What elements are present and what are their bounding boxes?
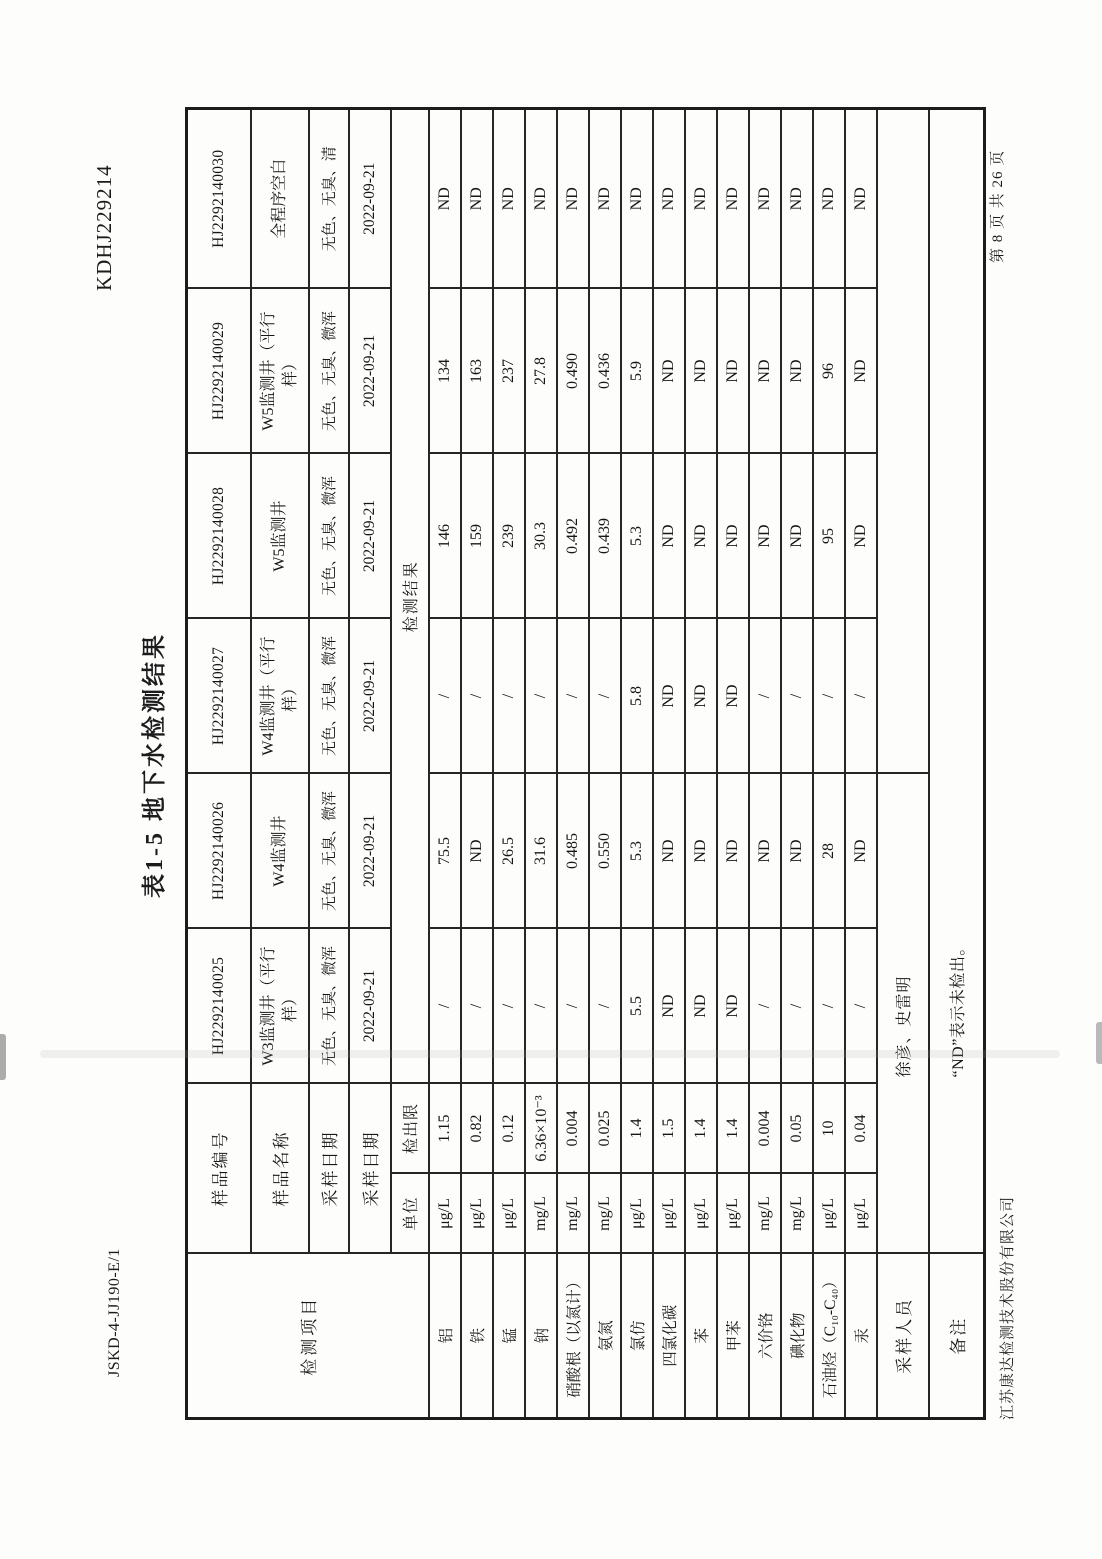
param-value-cell: ND	[717, 619, 749, 774]
page-title: 表1-5 地下水检测结果	[142, 632, 168, 898]
param-value-cell: /	[589, 619, 621, 774]
sample-id-cell: HJ2292140030	[187, 109, 251, 289]
param-value-cell: 5.3	[621, 454, 653, 619]
groundwater-results-table	[185, 107, 986, 1420]
param-unit-cell: μg/L	[493, 1174, 525, 1254]
param-value-cell: /	[493, 929, 525, 1084]
param-value-cell: ND	[717, 109, 749, 289]
param-name-cell: 铁	[461, 1254, 493, 1419]
param-value-cell: /	[845, 619, 877, 774]
param-limit-cell: 1.4	[717, 1084, 749, 1174]
param-value-cell: 159	[461, 454, 493, 619]
param-value-cell: 5.9	[621, 289, 653, 454]
sampler-names: 徐彦、史雷明	[877, 774, 929, 1254]
param-value-cell: ND	[461, 774, 493, 929]
header-row-label: 采样日期	[349, 1084, 391, 1254]
param-value-cell: 134	[429, 289, 461, 454]
param-value-cell: 5.3	[621, 774, 653, 929]
param-value-cell: /	[845, 929, 877, 1084]
data-row	[781, 109, 813, 1419]
param-value-cell: ND	[653, 929, 685, 1084]
param-value-cell: 5.5	[621, 929, 653, 1084]
param-limit-cell: 0.004	[557, 1084, 589, 1174]
param-value-cell: ND	[749, 109, 781, 289]
param-value-cell: 163	[461, 289, 493, 454]
sample-name-cell: W5监测井	[251, 454, 309, 619]
sample-name-cell: W3监测井（平行样）	[251, 929, 309, 1084]
param-value-cell: ND	[653, 289, 685, 454]
data-row	[653, 109, 685, 1419]
param-value-cell: 30.3	[525, 454, 557, 619]
param-unit-cell: μg/L	[461, 1174, 493, 1254]
param-name-cell: 氨氮	[589, 1254, 621, 1419]
sample-appearance-cell: 无色、无臭、微浑	[309, 774, 349, 929]
lab-company-name: 江苏康达检测技术股份有限公司	[1000, 1195, 1016, 1420]
param-value-cell: ND	[461, 109, 493, 289]
param-name-cell: 钠	[525, 1254, 557, 1419]
param-value-cell: ND	[845, 454, 877, 619]
param-value-cell: 27.8	[525, 289, 557, 454]
param-value-cell: ND	[749, 289, 781, 454]
param-value-cell: ND	[685, 289, 717, 454]
param-limit-cell: 10	[813, 1084, 845, 1174]
limit-column-header: 检出限	[391, 1084, 429, 1174]
param-name-cell: 氯仿	[621, 1254, 653, 1419]
param-value-cell: ND	[653, 774, 685, 929]
units-header-row	[391, 109, 429, 1419]
empty-cell	[877, 109, 929, 774]
param-value-cell: /	[525, 619, 557, 774]
sample-id-cell: HJ2292140027	[187, 619, 251, 774]
scan-smudge-right	[1096, 1022, 1102, 1064]
param-value-cell: 239	[493, 454, 525, 619]
param-limit-cell: 1.5	[653, 1084, 685, 1174]
param-limit-cell: 0.12	[493, 1084, 525, 1174]
param-value-cell: /	[813, 619, 845, 774]
param-value-cell: /	[813, 929, 845, 1084]
sample-appearance-cell: 无色、无臭、微浑	[309, 619, 349, 774]
param-value-cell: 31.6	[525, 774, 557, 929]
param-unit-cell: mg/L	[589, 1174, 621, 1254]
param-value-cell: 96	[813, 289, 845, 454]
data-row	[845, 109, 877, 1419]
param-unit-cell: mg/L	[525, 1174, 557, 1254]
param-limit-cell: 0.025	[589, 1084, 621, 1174]
param-value-cell: 0.485	[557, 774, 589, 929]
report-number: KDHJ229214	[92, 164, 116, 291]
param-value-cell: /	[781, 929, 813, 1084]
form-code: JSKD-4-JJ190-E/1	[106, 1248, 123, 1377]
sample-date-cell: 2022-09-21	[349, 289, 391, 454]
param-name-cell: 甲苯	[717, 1254, 749, 1419]
note-text: “ND”表示未检出。	[929, 109, 985, 1254]
param-value-cell: 0.490	[557, 289, 589, 454]
sample-name-cell: 全程序空白	[251, 109, 309, 289]
results-section-header: 检测结果	[391, 109, 429, 1084]
param-unit-cell: μg/L	[813, 1174, 845, 1254]
sample-appearance-cell: 无色、无臭、微浑	[309, 289, 349, 454]
data-row	[685, 109, 717, 1419]
page-number: 第 8 页 共 26 页	[990, 149, 1006, 263]
param-value-cell: ND	[781, 289, 813, 454]
param-value-cell: 237	[493, 289, 525, 454]
param-value-cell: ND	[685, 929, 717, 1084]
param-value-cell: ND	[685, 454, 717, 619]
header-row-label: 采样日期	[309, 1084, 349, 1254]
param-value-cell: 0.436	[589, 289, 621, 454]
sample-date-cell: 2022-09-21	[349, 774, 391, 929]
param-value-cell: /	[557, 929, 589, 1084]
param-name-cell: 硝酸根（以氮计）	[557, 1254, 589, 1419]
note-row-label: 备注	[929, 1254, 985, 1419]
param-value-cell: ND	[525, 109, 557, 289]
param-value-cell: 28	[813, 774, 845, 929]
sample-name-cell: W4监测井（平行样）	[251, 619, 309, 774]
data-row	[493, 109, 525, 1419]
param-value-cell: /	[429, 619, 461, 774]
param-unit-cell: μg/L	[653, 1174, 685, 1254]
sample-id-cell: HJ2292140028	[187, 454, 251, 619]
scan-streak	[40, 1050, 1060, 1058]
data-row	[557, 109, 589, 1419]
param-value-cell: /	[557, 619, 589, 774]
sample-name-row	[251, 109, 309, 1419]
param-value-cell: /	[461, 619, 493, 774]
data-row	[813, 109, 845, 1419]
param-unit-cell: mg/L	[557, 1174, 589, 1254]
param-value-cell: ND	[589, 109, 621, 289]
param-value-cell: ND	[781, 454, 813, 619]
param-value-cell: /	[781, 619, 813, 774]
param-value-cell: /	[429, 929, 461, 1084]
param-value-cell: ND	[557, 109, 589, 289]
param-value-cell: ND	[429, 109, 461, 289]
param-name-cell: 锰	[493, 1254, 525, 1419]
data-row	[589, 109, 621, 1419]
data-row	[749, 109, 781, 1419]
param-value-cell: ND	[621, 109, 653, 289]
param-value-cell: ND	[749, 454, 781, 619]
param-value-cell: ND	[813, 109, 845, 289]
header-row-label: 样品编号	[187, 1084, 251, 1254]
param-value-cell: 0.439	[589, 454, 621, 619]
unit-column-header: 单位	[391, 1174, 429, 1254]
param-limit-cell: 1.15	[429, 1084, 461, 1174]
param-limit-cell: 0.05	[781, 1084, 813, 1174]
sample-name-cell: W5监测井（平行样）	[251, 289, 309, 454]
sample-date-row	[349, 109, 391, 1419]
test-items-corner-label: 检测项目	[187, 1254, 429, 1419]
param-value-cell: /	[461, 929, 493, 1084]
param-value-cell: ND	[685, 774, 717, 929]
data-row	[621, 109, 653, 1419]
param-name-cell: 铝	[429, 1254, 461, 1419]
param-value-cell: ND	[781, 774, 813, 929]
param-value-cell: ND	[845, 774, 877, 929]
param-value-cell: /	[749, 619, 781, 774]
param-value-cell: 5.8	[621, 619, 653, 774]
param-unit-cell: μg/L	[429, 1174, 461, 1254]
param-limit-cell: 0.04	[845, 1084, 877, 1174]
param-value-cell: /	[749, 929, 781, 1084]
sampler-row	[877, 109, 929, 1419]
param-value-cell: ND	[685, 619, 717, 774]
param-value-cell: ND	[653, 109, 685, 289]
param-value-cell: ND	[845, 289, 877, 454]
sample-appearance-cell: 无色、无臭、微浑	[309, 454, 349, 619]
param-unit-cell: mg/L	[781, 1174, 813, 1254]
param-name-cell: 四氯化碳	[653, 1254, 685, 1419]
sample-date-cell: 2022-09-21	[349, 619, 391, 774]
sampler-row-label: 采样人员	[877, 1254, 929, 1419]
param-limit-cell: 1.4	[621, 1084, 653, 1174]
sample-date-cell: 2022-09-21	[349, 929, 391, 1084]
param-value-cell: ND	[653, 619, 685, 774]
sample-date-cell: 2022-09-21	[349, 454, 391, 619]
param-unit-cell: μg/L	[845, 1174, 877, 1254]
param-name-cell: 汞	[845, 1254, 877, 1419]
scan-smudge-left	[0, 1034, 6, 1080]
data-row	[461, 109, 493, 1419]
param-unit-cell: μg/L	[621, 1174, 653, 1254]
param-name-cell: 碘化物	[781, 1254, 813, 1419]
param-limit-cell: 6.36×10⁻³	[525, 1084, 557, 1174]
param-unit-cell: mg/L	[749, 1174, 781, 1254]
param-value-cell: ND	[749, 774, 781, 929]
param-name-cell: 苯	[685, 1254, 717, 1419]
param-value-cell: ND	[717, 774, 749, 929]
param-limit-cell: 1.4	[685, 1084, 717, 1174]
param-value-cell: ND	[717, 454, 749, 619]
param-value-cell: 146	[429, 454, 461, 619]
param-value-cell: 26.5	[493, 774, 525, 929]
param-value-cell: ND	[493, 109, 525, 289]
param-limit-cell: 0.82	[461, 1084, 493, 1174]
param-name-cell: 石油烃（C₁₀-C₄₀）	[813, 1254, 845, 1419]
param-value-cell: ND	[685, 109, 717, 289]
header-row-label: 样品名称	[251, 1084, 309, 1254]
note-row	[929, 109, 985, 1419]
param-value-cell: 95	[813, 454, 845, 619]
param-value-cell: 75.5	[429, 774, 461, 929]
param-value-cell: ND	[781, 109, 813, 289]
data-row	[717, 109, 749, 1419]
sample-id-cell: HJ2292140029	[187, 289, 251, 454]
sample-appearance-cell: 无色、无臭、清	[309, 109, 349, 289]
param-value-cell: ND	[717, 929, 749, 1084]
sample-appearance-row	[309, 109, 349, 1419]
param-value-cell: 0.492	[557, 454, 589, 619]
param-value-cell: 0.550	[589, 774, 621, 929]
param-name-cell: 六价铬	[749, 1254, 781, 1419]
param-unit-cell: μg/L	[717, 1174, 749, 1254]
param-value-cell: ND	[653, 454, 685, 619]
sample-appearance-cell: 无色、无臭、微浑	[309, 929, 349, 1084]
param-value-cell: /	[589, 929, 621, 1084]
sample-date-cell: 2022-09-21	[349, 109, 391, 289]
sample-id-cell: HJ2292140026	[187, 774, 251, 929]
param-value-cell: /	[493, 619, 525, 774]
param-value-cell: ND	[717, 289, 749, 454]
sample-id-cell: HJ2292140025	[187, 929, 251, 1084]
param-value-cell: /	[525, 929, 557, 1084]
data-row	[429, 109, 461, 1419]
sample-id-row	[187, 109, 251, 1419]
param-unit-cell: μg/L	[685, 1174, 717, 1254]
param-limit-cell: 0.004	[749, 1084, 781, 1174]
param-value-cell: ND	[845, 109, 877, 289]
data-row	[525, 109, 557, 1419]
sample-name-cell: W4监测井	[251, 774, 309, 929]
